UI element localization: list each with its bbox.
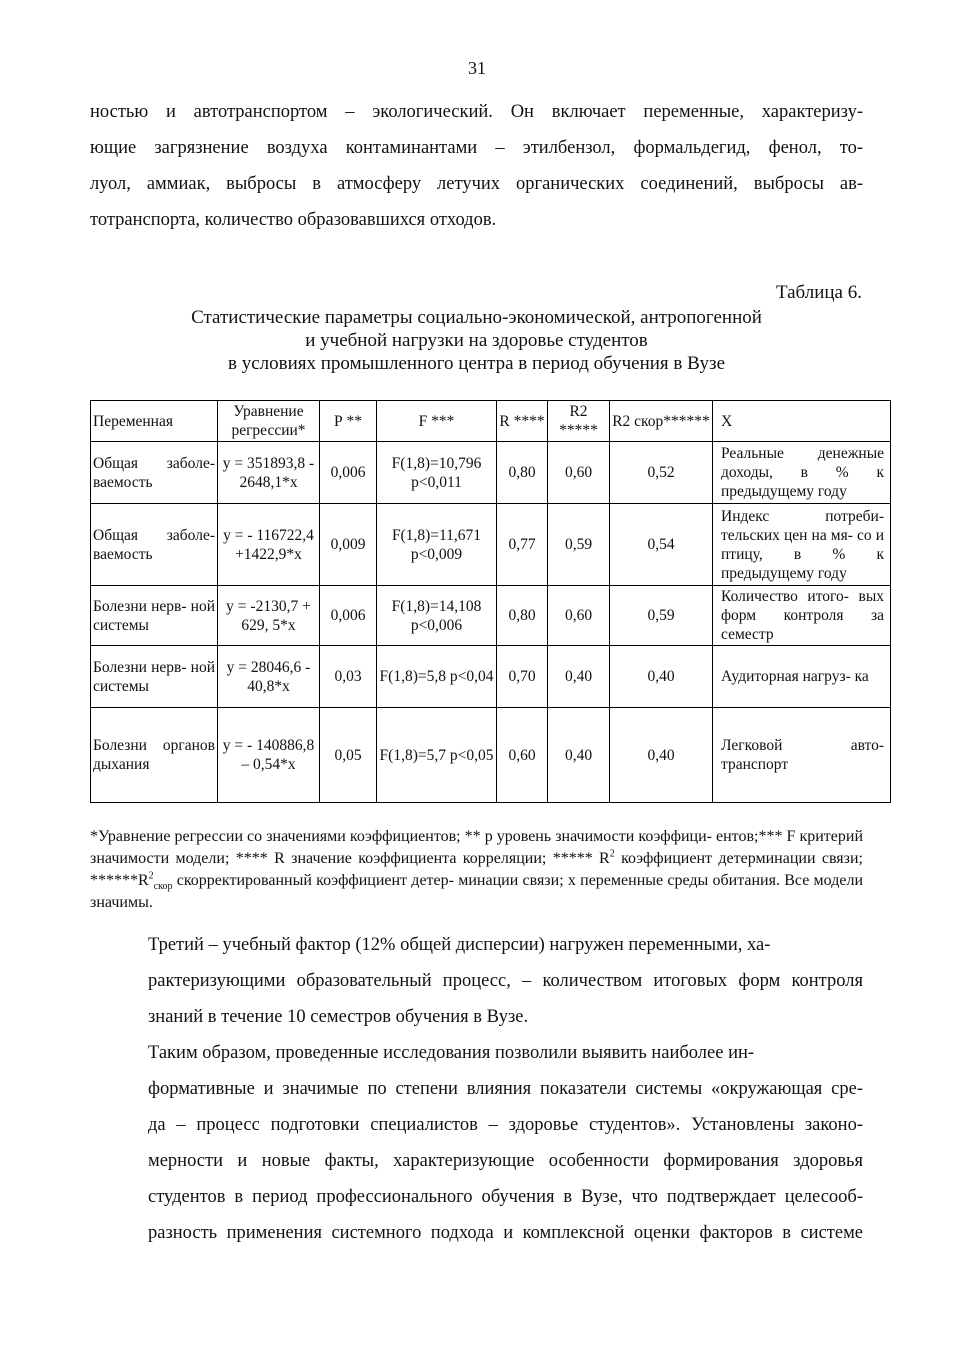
cell-r: 0,60 (497, 708, 548, 803)
header-p: Р ** (320, 401, 377, 442)
cell-f: F(1,8)=5,7 p<0,05 (377, 708, 497, 803)
paragraph-educational-factor (90, 927, 863, 1035)
cell-r2: 0,59 (548, 504, 610, 586)
table-title-line: в условиях промышленного центра в период обучения в Вузе (228, 353, 725, 374)
cell-equation: у = - 140886,8 – 0,54*х (218, 708, 320, 803)
cell-equation: у = -2130,7 + 629, 5*х (218, 586, 320, 646)
table-title (90, 306, 863, 375)
table-row (91, 708, 891, 803)
text-line: формативные и значимые по степени влияния показатели системы «окружающая сре- (148, 1079, 863, 1099)
cell-equation: у = 28046,6 - 40,8*х (218, 646, 320, 708)
page-number: 31 (468, 58, 486, 78)
footnote-superscript: 2 (609, 848, 615, 860)
cell-r2adj: 0,54 (610, 504, 713, 586)
table-row (91, 586, 891, 646)
header-f: F *** (377, 401, 497, 442)
cell-equation: y = 351893,8 - 2648,1*х (218, 442, 320, 504)
cell-equation: у = - 116722,4 +1422,9*х (218, 504, 320, 586)
table-header-row (91, 401, 891, 442)
cell-x: Аудиторная нагруз- ка (713, 646, 891, 708)
text-line: луол, аммиак, выбросы в атмосферу летучих органических соединений, выбросы ав- (90, 174, 863, 194)
cell-variable: Болезни нерв- ной системы (91, 586, 218, 646)
cell-r: 0,70 (497, 646, 548, 708)
text-line: Третий – учебный фактор (12% общей дисперсии) нагружен переменными, ха- (148, 935, 771, 955)
cell-x: Реальные денежные доходы, в % к предыдущему году (713, 442, 891, 504)
footnote-superscript: 2 (148, 870, 154, 882)
paragraph-ecological-factor (90, 94, 863, 238)
cell-x: Количество итого- вых форм контроля за семестр (713, 586, 891, 646)
header-x: Х (713, 401, 891, 442)
cell-variable: Общая заболе- ваемость (91, 442, 218, 504)
footnote-text: *Уравнение регрессии со значениями коэффициентов; ** р уровень значимости коэффици- ентов;*** F критерий значимости модели; **** R значение коэффициента корреляции; ***** R (90, 828, 863, 867)
header-equation: Уравнение регрессии* (218, 401, 320, 442)
text-line: мерности и новые факты, характеризующие особенности формирования здоровья (148, 1151, 863, 1171)
cell-p: 0,006 (320, 586, 377, 646)
header-variable: Переменная (91, 401, 218, 442)
cell-r: 0,77 (497, 504, 548, 586)
cell-r2adj: 0,40 (610, 708, 713, 803)
cell-p: 0,009 (320, 504, 377, 586)
cell-r2: 0,40 (548, 708, 610, 803)
table-footnotes (90, 826, 863, 914)
cell-x: Индекс потреби- тельских цен на мя- со и птицу, в % к предыдущему году (713, 504, 891, 586)
footnote-text: коэффициент детерминации связи; ******R (90, 850, 863, 889)
paragraph-conclusion (90, 1035, 863, 1251)
header-r2: R2 ***** (548, 401, 610, 442)
cell-x: Легковой авто- транспорт (713, 708, 891, 803)
cell-r2adj: 0,40 (610, 646, 713, 708)
footnote-subscript: скор (153, 881, 173, 893)
cell-f: F(1,8)=5,8 p<0,04 (377, 646, 497, 708)
table-title-line: Статистические параметры социально-экономической, антропогенной (191, 307, 762, 328)
text-line: Таким образом, проведенные исследования позволили выявить наиболее ин- (148, 1043, 755, 1063)
table-row (91, 504, 891, 586)
text-line: студентов в период профессионального обучения в Вузе, что подтверждает целесооб- (148, 1187, 863, 1207)
footnote-text: скорректированный коэффициент детер- минации связи; х переменные среды обитания. Все модели значимы. (90, 872, 863, 911)
text-line: да – процесс подготовки специалистов – здоровье студентов». Установлены законо- (148, 1115, 863, 1135)
cell-r2: 0,60 (548, 586, 610, 646)
cell-variable: Общая заболе- ваемость (91, 504, 218, 586)
cell-r2adj: 0,59 (610, 586, 713, 646)
regression-table (90, 400, 891, 803)
table-title-line: и учебной нагрузки на здоровье студентов (305, 330, 648, 351)
cell-r2: 0,60 (548, 442, 610, 504)
cell-r2adj: 0,52 (610, 442, 713, 504)
cell-p: 0,03 (320, 646, 377, 708)
text-line: знаний в течение 10 семестров обучения в Вузе. (148, 1007, 529, 1027)
cell-variable: Болезни органов дыхания (91, 708, 218, 803)
cell-p: 0,05 (320, 708, 377, 803)
cell-f: F(1,8)=11,671 p<0,009 (377, 504, 497, 586)
header-r: R **** (497, 401, 548, 442)
header-r2adj: R2 скор****** (610, 401, 713, 442)
cell-variable: Болезни нерв- ной системы (91, 646, 218, 708)
text-line: ностью и автотранспортом – экологический. Он включает переменные, характеризу- (90, 102, 863, 122)
text-line: ющие загрязнение воздуха контаминантами – этилбензол, формальдегид, фенол, то- (90, 138, 863, 158)
table-label: Таблица 6. (775, 282, 862, 303)
cell-f: F(1,8)=14,108 p<0,006 (377, 586, 497, 646)
table-row (91, 442, 891, 504)
cell-r2: 0,40 (548, 646, 610, 708)
cell-r: 0,80 (497, 586, 548, 646)
cell-f: F(1,8)=10,796 p<0,011 (377, 442, 497, 504)
text-line: тотранспорта, количество образовавшихся отходов. (90, 210, 497, 230)
text-line: разность применения системного подхода и комплексной оценки факторов в системе (148, 1223, 863, 1243)
table-row (91, 646, 891, 708)
text-line: рактеризующими образовательный процесс, – количеством итоговых форм контроля (148, 971, 863, 991)
cell-r: 0,80 (497, 442, 548, 504)
cell-p: 0,006 (320, 442, 377, 504)
